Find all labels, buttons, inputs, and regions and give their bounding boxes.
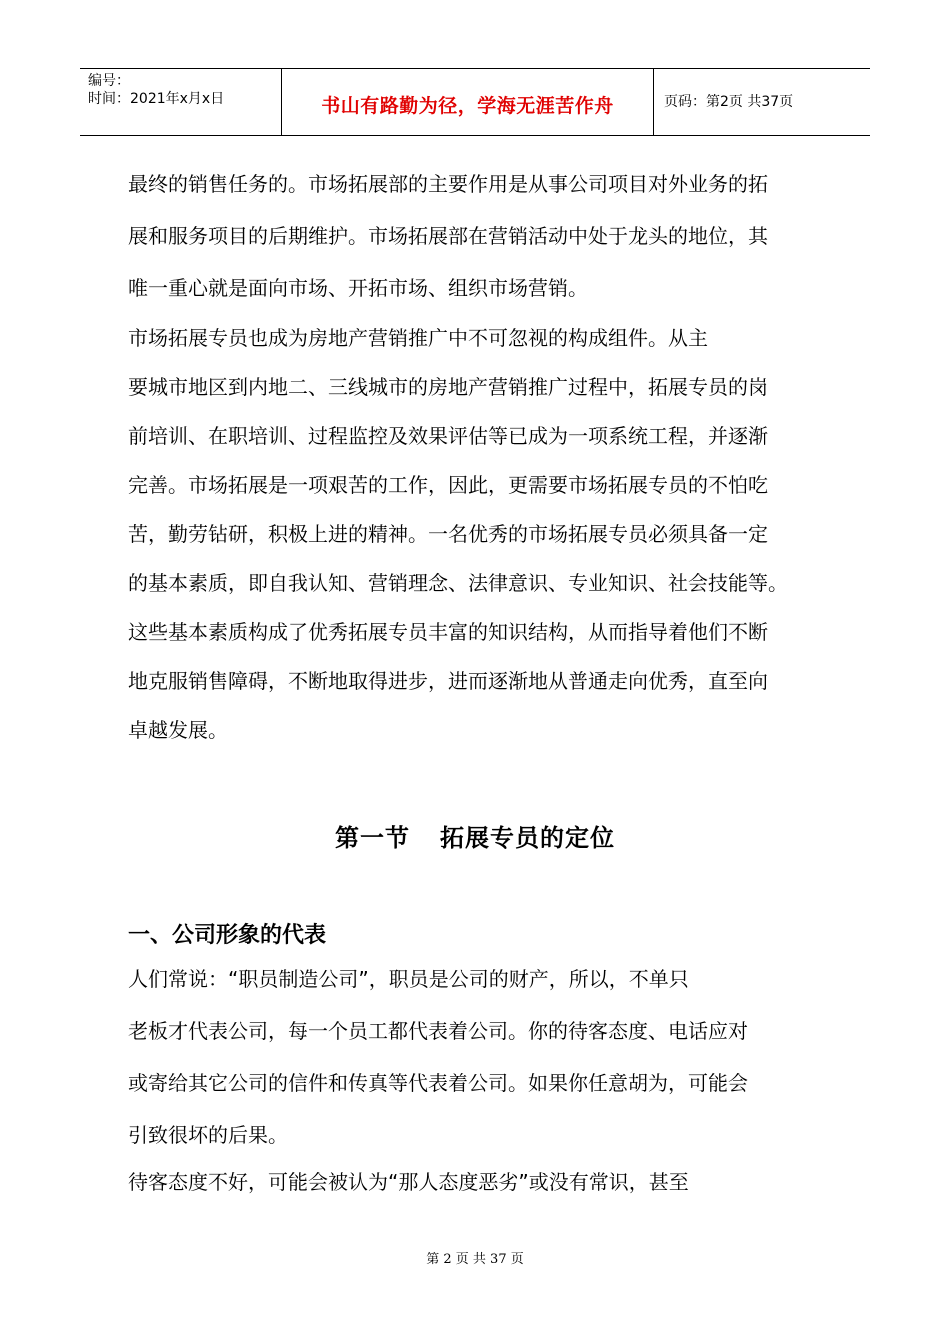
para4-line: 待客态度不好，可能会被认为“那人态度恶劣”或没有常识，甚至 bbox=[128, 1170, 689, 1194]
header-meta-cell bbox=[80, 69, 282, 135]
header-table bbox=[80, 68, 870, 136]
para2-line: 这些基本素质构成了优秀拓展专员丰富的知识结构，从而指导着他们不断 bbox=[128, 620, 768, 644]
page-label: 页码：第2页 共37页 bbox=[664, 94, 794, 110]
para3-line: 引致很坏的后果。 bbox=[128, 1123, 288, 1147]
page-footer: 第 2 页 共 37 页 bbox=[426, 1252, 524, 1267]
section-title bbox=[0, 818, 950, 853]
para1-line: 最终的销售任务的。市场拓展部的主要作用是从事公司项目对外业务的拓 bbox=[128, 172, 768, 196]
para3-line: 老板才代表公司，每一个员工都代表着公司。你的待客态度、电话应对 bbox=[128, 1019, 748, 1043]
time-label: 时间：2021年x月x日 bbox=[88, 91, 225, 107]
para2-line: 卓越发展。 bbox=[128, 718, 228, 742]
para2-line: 地克服销售障碍，不断地取得进步，进而逐渐地从普通走向优秀，直至向 bbox=[128, 669, 768, 693]
section-name: 拓展专员的定位 bbox=[440, 824, 615, 852]
section-number: 第一节 bbox=[335, 824, 410, 852]
code-label: 编号： bbox=[88, 73, 130, 89]
para1-line: 唯一重心就是面向市场、开拓市场、组织市场营销。 bbox=[128, 276, 588, 300]
para3-line: 人们常说：“职员制造公司”，职员是公司的财产，所以，不单只 bbox=[128, 967, 689, 991]
para2-line: 的基本素质，即自我认知、营销理念、法律意识、专业知识、社会技能等。 bbox=[128, 571, 788, 595]
para2-line: 前培训、在职培训、过程监控及效果评估等已成为一项系统工程，并逐渐 bbox=[128, 424, 768, 448]
para3-line: 或寄给其它公司的信件和传真等代表着公司。如果你任意胡为，可能会 bbox=[128, 1071, 748, 1095]
para2-line: 市场拓展专员也成为房地产营销推广中不可忽视的构成组件。从主 bbox=[128, 326, 708, 350]
motto: 书山有路勤为径，学海无涯苦作舟 bbox=[321, 95, 614, 117]
header-motto-cell bbox=[282, 69, 654, 135]
subheading: 一、公司形象的代表 bbox=[128, 923, 327, 948]
para2-line: 苦，勤劳钻研，积极上进的精神。一名优秀的市场拓展专员必须具备一定 bbox=[128, 522, 768, 546]
para2-line: 要城市地区到内地二、三线城市的房地产营销推广过程中，拓展专员的岗 bbox=[128, 375, 768, 399]
header-page-cell bbox=[654, 69, 870, 135]
para2-line: 完善。市场拓展是一项艰苦的工作，因此，更需要市场拓展专员的不怕吃 bbox=[128, 473, 768, 497]
para1-line: 展和服务项目的后期维护。市场拓展部在营销活动中处于龙头的地位，其 bbox=[128, 224, 768, 248]
